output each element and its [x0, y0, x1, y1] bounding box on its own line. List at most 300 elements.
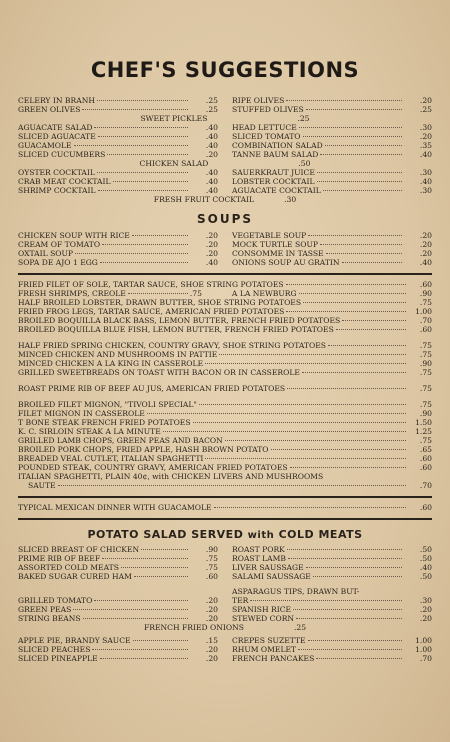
item-name: CONSOMME IN TASSE — [232, 249, 324, 258]
leader-dots — [98, 136, 188, 137]
item-price: .60 — [419, 503, 432, 512]
leader-dots — [225, 440, 406, 441]
item-name: SOPA DE AJO 1 EGG — [18, 258, 98, 267]
item-name: TANNE BAUM SALAD — [232, 150, 319, 159]
leader-dots — [328, 345, 406, 346]
item-price: .40 — [419, 563, 432, 572]
menu-item — [18, 123, 218, 132]
leader-dots — [147, 413, 406, 414]
menu-item — [18, 596, 218, 605]
item-name: CRAB MEAT COCKTAIL — [18, 177, 111, 186]
item-name: SLICED BREAST OF CHICKEN — [18, 545, 140, 554]
item-price: .40 — [419, 177, 432, 186]
item-price: .40 — [205, 123, 218, 132]
menu-item — [18, 400, 432, 409]
item-name: TER — [232, 596, 249, 605]
item-price: .75 — [419, 400, 432, 409]
leader-dots — [92, 649, 188, 650]
leader-dots — [326, 253, 402, 254]
menu-item — [18, 298, 432, 307]
item-price: .60 — [419, 280, 432, 289]
menu-item — [18, 636, 218, 645]
dessert-left — [18, 636, 218, 663]
item-price: .25 — [293, 623, 307, 632]
soups-right — [232, 231, 432, 267]
menu-item — [18, 105, 218, 114]
item-name: RIPE OLIVES — [232, 96, 285, 105]
item-name: STUFFED OLIVES — [232, 105, 304, 114]
leader-dots — [82, 109, 188, 110]
leader-dots — [316, 658, 402, 659]
item-name: K. C. SIRLOIN STEAK A LA MINUTE — [18, 427, 161, 436]
leader-dots — [302, 372, 406, 373]
leader-dots — [107, 154, 188, 155]
menu-item — [18, 436, 432, 445]
leader-dots — [299, 293, 406, 294]
item-price: .20 — [419, 249, 432, 258]
cold-right — [232, 545, 432, 581]
item-price: .75 — [205, 554, 218, 563]
item-name: ASSORTED COLD MEATS — [18, 563, 119, 572]
item-name: BROILED PORK CHOPS, FRIED APPLE, HASH BROWN POTATO — [18, 445, 269, 454]
item-price: .30 — [284, 195, 297, 204]
item-name: BROILED FILET MIGNON, "TIVOLI SPECIAL" — [18, 400, 197, 409]
item-name: ROAST PORK — [232, 545, 285, 554]
divider — [18, 518, 432, 520]
item-name: OYSTER COCKTAIL — [18, 168, 95, 177]
appetizers-section — [18, 96, 432, 204]
item-price: .90 — [419, 289, 432, 298]
leader-dots — [250, 600, 402, 601]
item-price: 1.00 — [415, 645, 432, 654]
menu-item — [232, 249, 432, 258]
menu-item — [18, 463, 432, 472]
soups-heading: SOUPS — [196, 212, 254, 226]
menu-item — [232, 150, 432, 159]
item-name: ASPARAGUS TIPS, DRAWN BUT- — [232, 587, 360, 596]
leader-dots — [163, 431, 406, 432]
leader-dots — [320, 244, 402, 245]
item-name: SLICED PINEAPPLE — [18, 654, 98, 663]
menu-item — [18, 186, 218, 195]
soups-section — [18, 231, 432, 267]
item-name: MOCK TURTLE SOUP — [232, 240, 318, 249]
item-name: APPLE PIE, BRANDY SAUCE — [18, 636, 131, 645]
item-price: .20 — [419, 605, 432, 614]
appetizers-left-2 — [18, 123, 218, 159]
center-item — [18, 623, 432, 632]
item-price: 1.00 — [415, 307, 432, 316]
leader-dots — [128, 293, 188, 294]
leader-dots — [320, 154, 402, 155]
menu-item — [18, 150, 218, 159]
divider — [18, 496, 432, 498]
menu-item — [18, 503, 432, 512]
leader-dots — [271, 449, 406, 450]
center-item — [18, 159, 432, 168]
leader-dots — [306, 567, 402, 568]
menu-item — [18, 554, 218, 563]
item-name: LIVER SAUSSAGE — [232, 563, 304, 572]
item-price: .40 — [205, 177, 218, 186]
menu-item — [232, 587, 432, 596]
item-name: GREEN PEAS — [18, 605, 72, 614]
menu-item — [18, 654, 218, 663]
menu-item — [232, 572, 432, 581]
item-price: .50 — [419, 545, 432, 554]
appetizers-right-1 — [232, 96, 432, 114]
menu-item — [232, 240, 432, 249]
menu-item — [232, 186, 432, 195]
item-price: .20 — [205, 231, 218, 240]
leader-dots — [199, 404, 406, 405]
item-price: .70 — [419, 654, 432, 663]
leader-dots — [296, 618, 402, 619]
menu-item — [232, 645, 432, 654]
item-price: .25 — [297, 114, 310, 123]
menu-item — [232, 177, 432, 186]
menu-item — [232, 545, 432, 554]
leader-dots — [134, 576, 188, 577]
leader-dots — [83, 618, 188, 619]
item-name: POUNDED STEAK, COUNTRY GRAVY, AMERICAN FRIED POTATOES — [18, 463, 288, 472]
item-price: .40 — [205, 168, 218, 177]
item-price: .70 — [419, 481, 432, 490]
item-name: SALAMI SAUSSAGE — [232, 572, 311, 581]
leader-dots — [58, 485, 406, 486]
item-price: .90 — [419, 409, 432, 418]
item-name: PRIME RIB OF BEEF — [18, 554, 101, 563]
menu-item — [18, 427, 432, 436]
item-price: .20 — [419, 132, 432, 141]
item-name: SWEET PICKLES — [140, 114, 208, 123]
item-name: AGUACATE SALAD — [18, 123, 93, 132]
appetizers-left-3 — [18, 168, 218, 195]
center-item — [18, 114, 432, 123]
item-name: ROAST PRIME RIB OF BEEF AU JUS, AMERICAN FRIED POTATOES — [18, 384, 286, 393]
item-name: BROILED BOQUILLA BLUE FISH, LEMON BUTTER, FRENCH FRIED POTATOES — [18, 325, 334, 334]
item-price: .75 — [419, 368, 432, 377]
item-name: GRILLED SWEETBREADS ON TOAST WITH BACON OR IN CASSEROLE — [18, 368, 300, 377]
leader-dots — [141, 549, 188, 550]
leader-dots — [317, 172, 402, 173]
leader-dots — [306, 109, 402, 110]
menu-item — [232, 96, 432, 105]
menu-item — [18, 368, 432, 377]
item-name-cont: SAUTE — [28, 481, 56, 490]
item-name-2: A LA NEWBURG — [231, 289, 297, 298]
leader-dots — [214, 507, 406, 508]
menu-item — [18, 605, 218, 614]
item-price: .60 — [419, 463, 432, 472]
menu-item — [18, 231, 218, 240]
leader-dots — [317, 181, 403, 182]
leader-dots — [98, 190, 188, 191]
item-price: .40 — [205, 258, 218, 267]
item-price: 1.50 — [415, 418, 432, 427]
leader-dots — [299, 127, 402, 128]
center-item — [18, 195, 432, 204]
item-name: SPANISH RICE — [232, 605, 292, 614]
leader-dots — [102, 558, 188, 559]
appetizers-right-2 — [232, 123, 432, 159]
menu-item — [232, 563, 432, 572]
item-name: VEGETABLE SOUP — [232, 231, 307, 240]
item-name: ONIONS SOUP AU GRATIN — [232, 258, 340, 267]
leader-dots — [205, 458, 406, 459]
item-name: SLICED CUCUMBERS — [18, 150, 106, 159]
menu-item — [232, 168, 432, 177]
menu-item — [18, 454, 432, 463]
item-name: CHICKEN SOUP WITH RICE — [18, 231, 130, 240]
menu-item — [18, 249, 218, 258]
veg-right — [232, 596, 432, 623]
item-name: FILET MIGNON IN CASSEROLE — [18, 409, 145, 418]
leader-dots — [94, 600, 188, 601]
item-price: .20 — [205, 240, 218, 249]
leader-dots — [286, 284, 406, 285]
item-price: .20 — [205, 249, 218, 258]
menu-item — [18, 289, 432, 298]
menu-item — [18, 258, 218, 267]
item-price: 1.00 — [415, 636, 432, 645]
item-name: GRILLED TOMATO — [18, 596, 93, 605]
item-name: AGUACATE COCKTAIL — [232, 186, 321, 195]
item-price: .25 — [205, 105, 218, 114]
item-price: .60 — [205, 572, 218, 581]
item-price: .75 — [189, 289, 202, 298]
item-price: .35 — [419, 141, 432, 150]
item-name: CELERY IN BRANH — [18, 96, 95, 105]
leader-dots — [100, 262, 188, 263]
mexican-section — [18, 503, 432, 512]
vegetables-section — [18, 587, 432, 623]
menu-item — [18, 96, 218, 105]
item-name: MINCED CHICKEN AND MUSHROOMS IN PATTIE — [18, 350, 218, 359]
menu-item — [18, 132, 218, 141]
menu-item — [18, 280, 432, 289]
menu-item — [18, 563, 218, 572]
appetizers-right-3 — [232, 168, 432, 195]
item-price: .65 — [419, 445, 432, 454]
leader-dots — [342, 320, 406, 321]
item-name: BREADED VEAL CUTLET, ITALIAN SPAGHETTI — [18, 454, 204, 463]
item-name: CREAM OF TOMATO — [18, 240, 101, 249]
leader-dots — [205, 363, 406, 364]
soups-left — [18, 231, 218, 267]
item-price: .50 — [419, 572, 432, 581]
cold-meats-section — [18, 545, 432, 581]
menu-item — [232, 636, 432, 645]
item-name: SHRIMP COCKTAIL — [18, 186, 96, 195]
menu-item — [18, 418, 432, 427]
item-price: .90 — [419, 359, 432, 368]
leader-dots — [342, 262, 402, 263]
leader-dots — [113, 181, 188, 182]
leader-dots — [100, 658, 188, 659]
item-price: .60 — [419, 325, 432, 334]
item-price: .50 — [419, 554, 432, 563]
leader-dots — [288, 558, 402, 559]
menu-item — [18, 177, 218, 186]
item-price: .75 — [419, 436, 432, 445]
leader-dots — [219, 354, 406, 355]
spaghetti-item — [18, 472, 432, 490]
menu-item — [18, 359, 432, 368]
cold-meats-heading: POTATO SALAD SERVED with COLD MEATS — [87, 528, 363, 541]
leader-dots — [102, 244, 188, 245]
item-price: .40 — [205, 186, 218, 195]
menu-item — [18, 141, 218, 150]
leader-dots — [293, 609, 402, 610]
item-price: .75 — [419, 341, 432, 350]
item-price: .30 — [419, 186, 432, 195]
menu-item — [232, 554, 432, 563]
leader-dots — [73, 609, 188, 610]
leader-dots — [290, 467, 406, 468]
item-name: HALF BROILED LOBSTER, DRAWN BUTTER, SHOE STRING POTATOES — [18, 298, 302, 307]
item-name: STEWED CORN — [232, 614, 295, 623]
appetizers-left-1 — [18, 96, 218, 114]
item-name: FRESH FRUIT COCKTAIL — [153, 195, 255, 204]
leader-dots — [74, 145, 188, 146]
item-price: .15 — [205, 636, 218, 645]
leader-dots — [323, 190, 402, 191]
menu-item — [18, 316, 432, 325]
menu-item — [18, 545, 218, 554]
item-price: .20 — [205, 654, 218, 663]
item-price: .20 — [205, 614, 218, 623]
desserts-section — [18, 636, 432, 663]
item-price: .40 — [205, 132, 218, 141]
item-price: .20 — [419, 231, 432, 240]
item-name: RHUM OMELET — [232, 645, 297, 654]
leader-dots — [97, 100, 188, 101]
menu-item — [232, 123, 432, 132]
item-price: .75 — [419, 384, 432, 393]
chicken-section — [18, 341, 432, 377]
item-name: COMBINATION SALAD — [232, 141, 323, 150]
menu-item — [18, 325, 432, 334]
menu-item — [18, 572, 218, 581]
leader-dots — [298, 649, 402, 650]
item-price: .20 — [419, 614, 432, 623]
item-name: TYPICAL MEXICAN DINNER WITH GUACAMOLE — [18, 503, 212, 512]
menu-item — [18, 384, 432, 393]
item-price: .40 — [419, 150, 432, 159]
item-name: BROILED BOQUILLA BLACK BASS, LEMON BUTTER, FRENCH FRIED POTATOES — [18, 316, 341, 325]
item-name: FRESH SHRIMPS, CREOLE — [18, 289, 126, 298]
page-title: CHEF'S SUGGESTIONS — [90, 58, 360, 82]
menu-item — [232, 141, 432, 150]
menu-item — [18, 645, 218, 654]
leader-dots — [97, 172, 188, 173]
item-name: SAUERKRAUT JUICE — [232, 168, 315, 177]
item-price: .60 — [419, 454, 432, 463]
leader-dots — [287, 549, 402, 550]
item-price: .75 — [205, 563, 218, 572]
leader-dots — [94, 127, 188, 128]
item-name: FRIED FILET OF SOLE, TARTAR SAUCE, SHOE STRING POTATOES — [18, 280, 284, 289]
dessert-right — [232, 636, 432, 663]
menu-item — [232, 231, 432, 240]
item-name: SLICED TOMATO — [232, 132, 301, 141]
leader-dots — [287, 388, 406, 389]
item-name: ROAST LAMB — [232, 554, 286, 563]
item-name: GRILLED LAMB CHOPS, GREEN PEAS AND BACON — [18, 436, 223, 445]
menu-item — [232, 614, 432, 623]
menu-item — [18, 409, 432, 418]
leader-dots — [308, 235, 402, 236]
item-price: .20 — [419, 240, 432, 249]
menu-item — [18, 341, 432, 350]
item-price: .25 — [419, 105, 432, 114]
menu-item — [232, 605, 432, 614]
item-name: FRIED FROG LEGS, TARTAR SAUCE, AMERICAN FRIED POTATOES — [18, 307, 285, 316]
item-price: .25 — [205, 96, 218, 105]
item-name: OXTAIL SOUP — [18, 249, 74, 258]
leader-dots — [132, 235, 188, 236]
menu-item — [232, 654, 432, 663]
menu-item — [232, 132, 432, 141]
menu-item — [18, 168, 218, 177]
item-price: .75 — [419, 350, 432, 359]
item-name: FRENCH FRIED ONIONS — [143, 623, 244, 632]
menu-item — [18, 307, 432, 316]
menu-item — [18, 240, 218, 249]
leader-dots — [75, 253, 188, 254]
item-price: .70 — [419, 316, 432, 325]
item-price: .90 — [205, 545, 218, 554]
menu-item — [18, 445, 432, 454]
item-price: .20 — [205, 150, 218, 159]
leader-dots — [303, 136, 402, 137]
item-price: .40 — [419, 258, 432, 267]
item-price: .50 — [298, 159, 311, 168]
item-price: .30 — [419, 123, 432, 132]
item-name: GUACAMOLE — [18, 141, 72, 150]
item-name: LOBSTER COCKTAIL — [232, 177, 315, 186]
cold-left — [18, 545, 218, 581]
divider — [18, 273, 432, 275]
fish-section — [18, 280, 432, 334]
leader-dots — [336, 329, 406, 330]
grill-section — [18, 400, 432, 472]
leader-dots — [313, 576, 402, 577]
item-name: SLICED AGUACATE — [18, 132, 96, 141]
item-name: CHICKEN SALAD — [139, 159, 209, 168]
item-name: STRING BEANS — [18, 614, 81, 623]
leader-dots — [286, 311, 406, 312]
menu-item — [18, 614, 218, 623]
leader-dots — [286, 100, 402, 101]
item-price: .20 — [205, 605, 218, 614]
item-name: HALF FRIED SPRING CHICKEN, COUNTRY GRAVY, SHOE STRING POTATOES — [18, 341, 326, 350]
leader-dots — [133, 640, 188, 641]
item-name: GREEN OLIVES — [18, 105, 81, 114]
item-price: 1.25 — [415, 427, 432, 436]
item-name: MINCED CHICKEN A LA KING IN CASSEROLE — [18, 359, 204, 368]
item-name: CREPES SUZETTE — [232, 636, 306, 645]
item-price: .40 — [205, 141, 218, 150]
item-price: .30 — [419, 168, 432, 177]
leader-dots — [193, 422, 406, 423]
item-price: .20 — [419, 96, 432, 105]
item-name: BAKED SUGAR CURED HAM — [18, 572, 132, 581]
item-name: HEAD LETTUCE — [232, 123, 297, 132]
leader-dots — [325, 145, 402, 146]
menu-item — [232, 596, 432, 605]
